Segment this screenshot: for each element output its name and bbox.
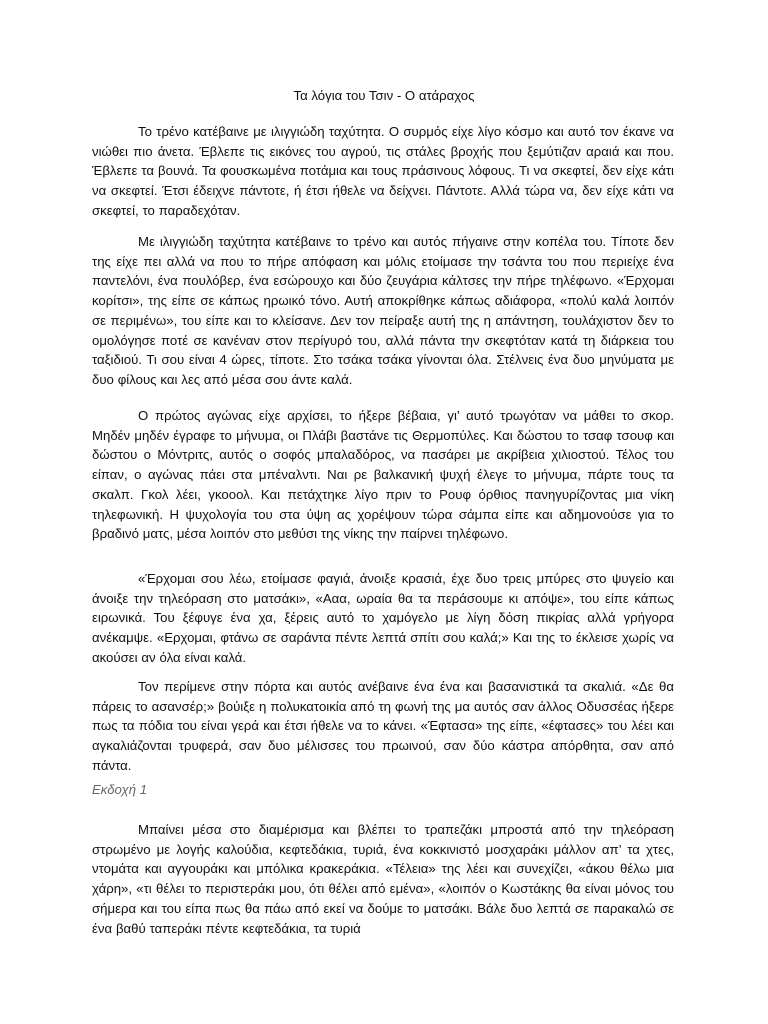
paragraph: Τον περίμενε στην πόρτα και αυτός ανέβαινε ένα ένα και βασανιστικά τα σκαλιά. «Δε θα πάρεις το ασανσέρ;» βούιξε η πολυκατοικία από τη φωνή της μα αυτός σαν άλλος Οδυσσέας ήξερε πως τα πόδια του είναι γερά και έτσι ήθελε να το κάνει. «Έφτασα» της είπε, «έφτασες» του λέει και αγκαλιάζονται τρυφερά, σαν δυο μέλισσες του πρωινού, σαν δύο κάστρα απόρθητα, σαν από πάντα.: [92, 679, 674, 773]
paragraph: Μπαίνει μέσα στο διαμέρισμα και βλέπει το τραπεζάκι μπροστά από την τηλεόραση στρωμένο με λογής καλούδια, κεφτεδάκια, τυριά, ένα κοκκινιστό μοσχαράκι μάλλον απ’ τα χτες, ντομάτα και αγγουράκι και μπόλικα κρακεράκια. «Τέλεια» της λέει και συνεχίζει, «άκου θέλω μια χάρη», «τι θέλει το περιστεράκι μου, ότι θέλει από εμένα», «λοιπόν ο Κωστάκης θα είναι μόνος του σήμερα και του είπα πως θα πάω από εκεί να δούμε το ματσάκι. Βάλε δυο λεπτά σε παρακαλώ σε ένα βαθύ ταπεράκι πέντε κεφτεδάκια, τα τυριά: [92, 822, 674, 936]
paragraph: Το τρένο κατέβαινε με ιλιγγιώδη ταχύτητα. Ο συρμός είχε λίγο κόσμο και αυτό τον έκανε να νιώθει πιο άνετα. Έβλεπε τις εικόνες του αγρού, τις στάλες βροχής που ξεμύτιζαν αραιά και που. Έβλεπε τα βουνά. Τα φουσκωμένα ποτάμια και τους πράσινους λόφους. Τι να σκεφτεί, δεν είχε κάτι να σκεφτεί. Έτσι έδειχνε πάντοτε, ή έτσι ήθελε να δείχνει. Πάντοτε. Αλλά τώρα να, δεν είχε κάτι να σκεφτεί, το παραδεχόταν.: [92, 124, 674, 218]
section-heading: Εκδοχή 1: [92, 782, 148, 797]
paragraph: Ο πρώτος αγώνας είχε αρχίσει, το ήξερε βέβαια, γι’ αυτό τρωγόταν να μάθει το σκορ. Μηδέν μηδέν έγραφε το μήνυμα, οι Πλάβι βαστάνε τις Θερμοπύλες. Και δώστου το τσαφ τσουφ και δώστου ο Μόντριτς, αυτός ο σοφός μπαλαδόρος, να πασάρει με ακρίβεια χιλιοστού. Τέλος του είπαν, ο αγώνας πάει στα μπέναλντι. Ναι ρε βαλκανική ψυχή έλεγε το μήνυμα, πάρτε τους τα σκαλπ. Γκολ λέει, γκοοολ. Και πετάχτηκε λίγο πριν το Ρουφ όρθιος πανηγυρίζοντας μια νίκη τηλεφωνική. Η ψυχολογία του στα ύψη ας χορέψουν τώρα σάμπα είπε και αδημονούσε για το βραδινό ματς, μέσα λοιπόν στο μεθύσι της νίκης την παίρνει τηλέφωνο.: [92, 408, 674, 542]
document-title: Τα λόγια του Τσιν - Ο ατάραχος: [293, 88, 475, 103]
paragraph: «Έρχομαι σου λέω, ετοίμασε φαγιά, άνοιξε κρασιά, έχε δυο τρεις μπύρες στο ψυγείο και άνοιξε την τηλεόραση στο ματσάκι», «Ααα, ωραία θα τα περάσουμε κι απόψε», του είπε κάπως ειρωνικά. Του ξέφυγε ένα χα, ξέρεις αυτό το χαμόγελο με λίγη δόση πικρίας αλλά γρήγορα ανέκαμψε. «Ερχομαι, φτάνω σε σαράντα πέντε λεπτά σπίτι σου καλά;» Και της το έκλεισε χωρίς να ακούσει αν όλα είναι καλά.: [92, 571, 674, 665]
paragraph: Με ιλιγγιώδη ταχύτητα κατέβαινε το τρένο και αυτός πήγαινε στην κοπέλα του. Τίποτε δεν της είχε πει αλλά να που το πήρε απόφαση και μόλις ετοίμασε την τσάντα του που περιείχε ένα παντελόνι, ένα πουλόβερ, ένα εσώρουχο και δύο ζευγάρια κάλτσες την πήρε τηλέφωνο. «Έρχομαι κορίτσι», της είπε σε κάπως ηρωικό τόνο. Αυτή αποκρίθηκε κάπως αδιάφορα, «πολύ καλά λοιπόν σε περιμένω», του είπε και το κλείσανε. Δεν τον πείραξε αυτή της η απάντηση, τουλάχιστον δεν το ομολόγησε ποτέ σε κανέναν στον περίγυρό του, αλλά πάντα την σκεφτόταν κατά τη διάρκεια του ταξιδιού. Τι σου είναι 4 ώρες, τίποτε. Στο τσάκα τσάκα γίνονται όλα. Στέλνεις ένα δυο μηνύματα με δυο φίλους και λες από μέσα σου άντε καλά.: [92, 234, 674, 387]
